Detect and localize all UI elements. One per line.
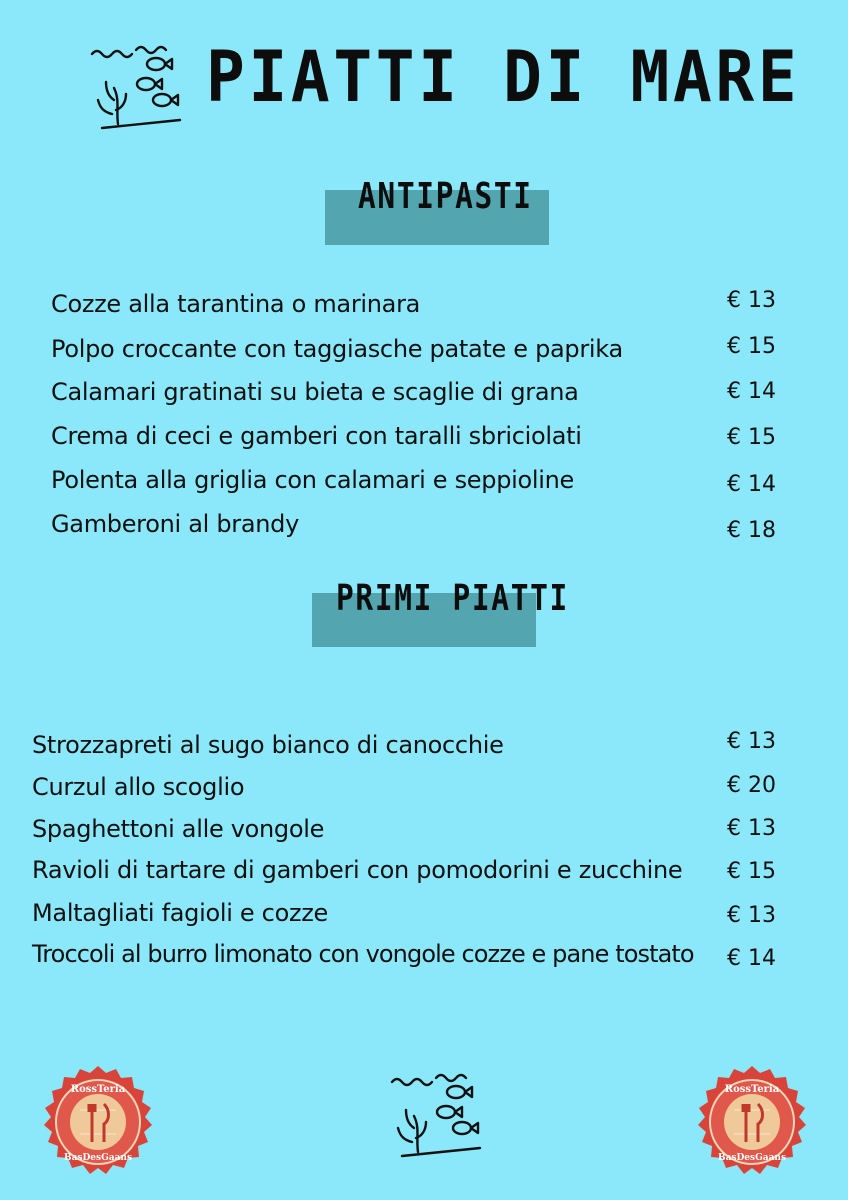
menu-item-name: Calamari gratinati su bieta e scaglie di grana <box>51 378 579 406</box>
menu-item-price: € 20 <box>727 773 776 798</box>
seal-top-text: RossTeria <box>724 1084 780 1095</box>
menu-item-name: Troccoli al burro limonato con vongole cozze e pane tostato <box>32 940 694 968</box>
menu-item-name: Maltagliati fagioli e cozze <box>32 899 329 927</box>
menu-item-price: € 14 <box>727 379 776 404</box>
restaurant-seal-logo <box>40 1064 156 1180</box>
menu-item-name: Gamberoni al brandy <box>51 510 299 538</box>
menu-item-name: Spaghettoni alle vongole <box>32 815 325 843</box>
menu-item-name: Polenta alla griglia con calamari e seppioline <box>51 466 574 494</box>
seal-top-text: RossTeria <box>70 1084 126 1095</box>
section-heading: ANTIPASTI <box>358 176 533 217</box>
section-heading: PRIMI PIATTI <box>336 578 569 619</box>
menu-item-name: Strozzapreti al sugo bianco di canocchie <box>32 731 504 759</box>
menu-item-price: € 15 <box>727 334 776 359</box>
menu-item-name: Cozze alla tarantina o marinara <box>51 290 421 318</box>
menu-item-price: € 15 <box>727 859 776 884</box>
menu-item-price: € 13 <box>727 288 776 313</box>
menu-item-name: Curzul allo scoglio <box>32 773 245 801</box>
menu-item-name: Crema di ceci e gamberi con taralli sbriciolati <box>51 422 582 450</box>
restaurant-seal-logo <box>694 1064 810 1180</box>
menu-item-name: Ravioli di tartare di gamberi con pomodorini e zucchine <box>32 856 683 884</box>
seal-bottom-text: BasDesGaans <box>63 1153 133 1163</box>
menu-item-price: € 15 <box>727 425 776 450</box>
menu-item-price: € 14 <box>727 472 776 497</box>
sea-fish-coral-icon <box>88 40 184 132</box>
menu-item-price: € 18 <box>727 518 776 543</box>
sea-fish-coral-icon <box>388 1068 484 1160</box>
menu-item-price: € 13 <box>727 816 776 841</box>
menu-item-price: € 13 <box>727 903 776 928</box>
menu-item-name: Polpo croccante con taggiasche patate e paprika <box>51 335 623 363</box>
menu-item-price: € 13 <box>727 729 776 754</box>
seal-bottom-text: BasDesGaans <box>717 1153 787 1163</box>
menu-item-price: € 14 <box>727 946 776 971</box>
menu-title: PIATTI DI MARE <box>206 36 801 118</box>
